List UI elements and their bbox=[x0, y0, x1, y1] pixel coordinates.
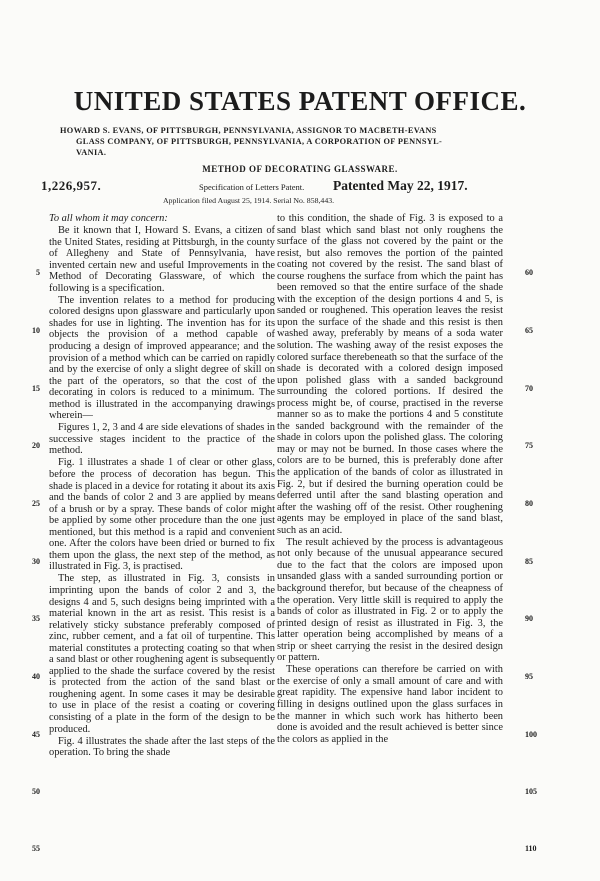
line-number-left: 40 bbox=[32, 672, 40, 681]
right-column bbox=[277, 213, 503, 745]
paragraph: The result achieved by the process is advantageous not only because of the unusual appearance secured due to the fact that the colors are imposed upon unsanded glass with a sanded surrounding portion or background therefor, but because of the cheapness of the operation. Very little skill is required to apply the bands of color as illustrated in Fig. 2 or to apply the printed design of resist as illustrated in Fig. 3, the latter operation being accomplished by means of a strip or sheet carrying the resist in the desired design or pattern. bbox=[277, 536, 503, 664]
line-number-left: 15 bbox=[32, 384, 40, 393]
line-number-left: 50 bbox=[32, 787, 40, 796]
line-number-left: 55 bbox=[32, 844, 40, 853]
line-number-right: 85 bbox=[525, 557, 533, 566]
line-number-right: 110 bbox=[525, 844, 537, 853]
line-number-left: 10 bbox=[32, 326, 40, 335]
specification-label: Specification of Letters Patent. bbox=[199, 182, 305, 192]
line-number-right: 65 bbox=[525, 326, 533, 335]
paragraph: The step, as illustrated in Fig. 3, consists in imprinting upon the bands of color 2 and 3, the designs 4 and 5, such designs being imprinted with a material known in the art as resist. This resist is a relatively sticky substance preferably composed of zinc, rubber cement, and a fat oil of turpentine. This material constitutes a protecting coating so that when a sand blast or other roughening agent is subsequently applied to the shade the surface covered by the resist is protected from the action of the sand blast or roughening agent. In some cases it may be desirable to use in place of the resist a coating or covering consisting of a plate in the form of the design to be produced. bbox=[49, 573, 275, 735]
line-number-left: 5 bbox=[36, 268, 40, 277]
line-number-right: 75 bbox=[525, 441, 533, 450]
paragraph: These operations can therefore be carried on with the exercise of only a small amount of care and with great rapidity. The expensive hand labor incident to filling in designs outlined upon the glass surfaces in the manner in which such work has hitherto been done is avoided and the result achieved is better since the colors as applied in the bbox=[277, 664, 503, 745]
paragraph: Fig. 4 illustrates the shade after the last steps of the operation. To bring the shade bbox=[49, 735, 275, 759]
paragraph: to this condition, the shade of Fig. 3 is exposed to a sand blast which sand blast not only roughens the surface of the glass not covered by the paint or the resist, but also removes the portion of the painted coating not covered by the resist. The sand blast of course roughens the surface from which the paint has been removed so that the entire surface of the shade with the exception of the design portions 4 and 5, is sanded or roughened. This operation leaves the resist upon the surface of the shade and this resist is then washed away, preferably by means of a soda water solution. The washing away of the resist exposes the colored surface therebeneath so that the surface of the shade is decorated with a colored design imposed upon polished glass with a sanded background surrounding the colored portions. If desired the process might be, of course, practised in the reverse manner so as to make the portions 4 and 5 constitute the sanded background with the remainder of the shade in colors upon the polished glass. The coloring may or may not be burned. In those cases where the colors are to be burned, this is preferably done after the application of the bands of color as illustrated in Fig. 2, but if desired the burning operation could be deferred until after the sand blasting operation and after the washing off of the resist. Other roughening agents may be employed in place of the sand blast, such as an acid. bbox=[277, 213, 503, 536]
parties bbox=[60, 125, 535, 158]
line-number-right: 95 bbox=[525, 672, 533, 681]
line-number-right: 100 bbox=[525, 730, 537, 739]
line-number-right: 80 bbox=[525, 499, 533, 508]
patented-date: Patented May 22, 1917. bbox=[333, 178, 468, 193]
parties-line: HOWARD S. EVANS, OF PITTSBURGH, PENNSYLVANIA, ASSIGNOR TO MACBETH-EVANS bbox=[60, 126, 437, 135]
line-number-right: 60 bbox=[525, 268, 533, 277]
paragraph: Fig. 1 illustrates a shade 1 of clear or other glass, before the process of decoration has begun. This shade is placed in a device for rotating it about its axis and the bands of color 2 and 3 are applied by means of a brush or by a spray. These bands of color might be applied by some other procedure than the one just mentioned, but this method is a rapid and convenient one. After the colors have been dried or burned to fix them upon the glass, the next step of the method, as illustrated in Fig. 3, is practised. bbox=[49, 457, 275, 573]
line-number-left: 45 bbox=[32, 730, 40, 739]
paragraph: Be it known that I, Howard S. Evans, a citizen of the United States, residing at Pittsburgh, in the county of Allegheny and State of Pennsylvania, have invented certain new and useful Improvements in the Method of Decorating Glassware, of which the following is a specification. bbox=[49, 225, 275, 294]
line-number-left: 35 bbox=[32, 614, 40, 623]
patent-office-title: UNITED STATES PATENT OFFICE. bbox=[73, 86, 527, 116]
patent-number: 1,226,957. bbox=[41, 178, 102, 193]
parties-line: GLASS COMPANY, OF PITTSBURGH, PENNSYLVANIA, A CORPORATION OF PENNSYL- bbox=[76, 137, 443, 146]
application-line: Application filed August 25, 1914. Serial No. 858,443. bbox=[163, 196, 335, 205]
line-number-left: 30 bbox=[32, 557, 40, 566]
parties-line: VANIA. bbox=[76, 148, 107, 157]
line-number-right: 90 bbox=[525, 614, 533, 623]
paragraph: The invention relates to a method for producing colored designs upon glassware and particularly upon shades for use in lighting. The invention has for its objects the provision of a method capable of producing a design of improved appearance; and the provision of a method which can be carried on rapidly and by the exercise of only a slight degree of skill on the part of the operators, so that the cost of the decorating in colors is reduced to a minimum. The method is illustrated in the accompanying drawings wherein— bbox=[49, 294, 275, 422]
paragraph: Figures 1, 2, 3 and 4 are side elevations of shades in successive stages incident to the practice of the method. bbox=[49, 422, 275, 457]
line-number-left: 20 bbox=[32, 441, 40, 450]
line-number-right: 70 bbox=[525, 384, 533, 393]
method-title: METHOD OF DECORATING GLASSWARE. bbox=[202, 164, 398, 174]
line-number-left: 25 bbox=[32, 499, 40, 508]
salutation: To all whom it may concern: bbox=[49, 213, 168, 224]
line-number-right: 105 bbox=[525, 787, 537, 796]
left-column bbox=[49, 213, 275, 759]
